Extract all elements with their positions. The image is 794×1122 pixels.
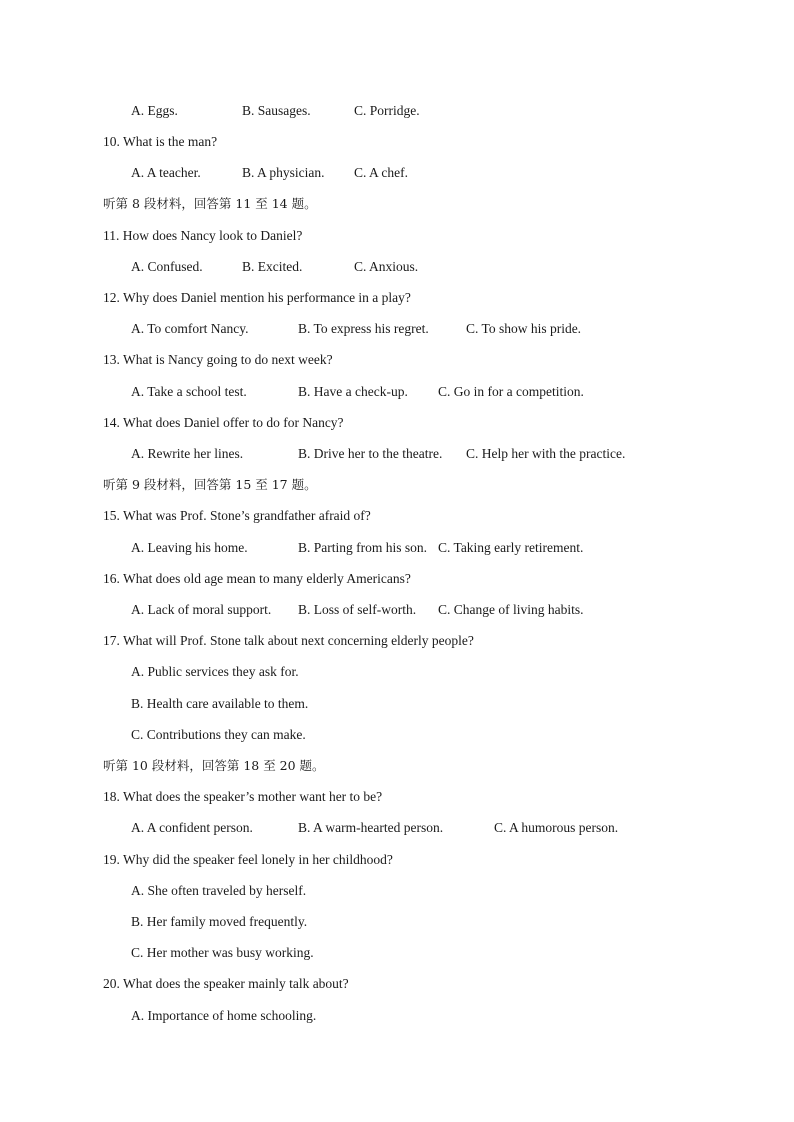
q14-question: 14. What does Daniel offer to do for Nancy?	[103, 415, 344, 430]
q20-question: 20. What does the speaker mainly talk about?	[103, 976, 349, 991]
q19-option-b: B. Her family moved frequently.	[131, 914, 308, 929]
q19-option-a: A. She often traveled by herself.	[131, 883, 307, 898]
q13-option-b: B. Have a check-up.	[298, 384, 408, 399]
q17-option-c: C. Contributions they can make.	[131, 727, 306, 742]
q13-question: 13. What is Nancy going to do next week?	[103, 352, 333, 367]
q11-question: 11. How does Nancy look to Daniel?	[103, 228, 303, 243]
q18-option-b: B. A warm-hearted person.	[298, 820, 444, 835]
q9-option-b: B. Sausages.	[242, 103, 311, 118]
q11-option-a: A. Confused.	[131, 259, 203, 274]
q16-option-b: B. Loss of self-worth.	[298, 602, 417, 617]
q14-option-a: A. Rewrite her lines.	[131, 446, 244, 461]
q15-option-a: A. Leaving his home.	[131, 540, 248, 555]
q13-option-a: A. Take a school test.	[131, 384, 247, 399]
section-10-instruction: 听第 10 段材料，回答第 18 至 20 题。	[103, 758, 325, 773]
q15-option-c: C. Taking early retirement.	[438, 540, 584, 555]
q20-option-a: A. Importance of home schooling.	[131, 1008, 317, 1023]
q12-option-a: A. To comfort Nancy.	[131, 321, 249, 336]
q18-option-c: C. A humorous person.	[494, 820, 619, 835]
q10-option-b: B. A physician.	[242, 165, 325, 180]
q17-option-b: B. Health care available to them.	[131, 696, 309, 711]
q11-option-c: C. Anxious.	[354, 259, 419, 274]
q16-option-a: A. Lack of moral support.	[131, 602, 272, 617]
q12-question: 12. Why does Daniel mention his performance in a play?	[103, 290, 411, 305]
section-9-instruction: 听第 9 段材料，回答第 15 至 17 题。	[103, 477, 317, 492]
q10-option-c: C. A chef.	[354, 165, 408, 180]
q12-option-c: C. To show his pride.	[466, 321, 582, 336]
q13-option-c: C. Go in for a competition.	[438, 384, 584, 399]
q10-option-a: A. A teacher.	[131, 165, 201, 180]
q18-question: 18. What does the speaker’s mother want her to be?	[103, 789, 383, 804]
q10-question: 10. What is the man?	[103, 134, 218, 149]
q14-option-b: B. Drive her to the theatre.	[298, 446, 443, 461]
q17-option-a: A. Public services they ask for.	[131, 664, 299, 679]
q19-option-c: C. Her mother was busy working.	[131, 945, 314, 960]
q14-option-c: C. Help her with the practice.	[466, 446, 626, 461]
q16-question: 16. What does old age mean to many elderly Americans?	[103, 571, 411, 586]
q11-option-b: B. Excited.	[242, 259, 303, 274]
q15-question: 15. What was Prof. Stone’s grandfather afraid of?	[103, 508, 371, 523]
section-8-instruction: 听第 8 段材料，回答第 11 至 14 题。	[103, 196, 317, 211]
q17-question: 17. What will Prof. Stone talk about next concerning elderly people?	[103, 633, 474, 648]
q18-option-a: A. A confident person.	[131, 820, 253, 835]
q12-option-b: B. To express his regret.	[298, 321, 429, 336]
q19-question: 19. Why did the speaker feel lonely in her childhood?	[103, 852, 393, 867]
q15-option-b: B. Parting from his son.	[298, 540, 428, 555]
q9-option-c: C. Porridge.	[354, 103, 420, 118]
q16-option-c: C. Change of living habits.	[438, 602, 584, 617]
q9-option-a: A. Eggs.	[131, 103, 178, 118]
